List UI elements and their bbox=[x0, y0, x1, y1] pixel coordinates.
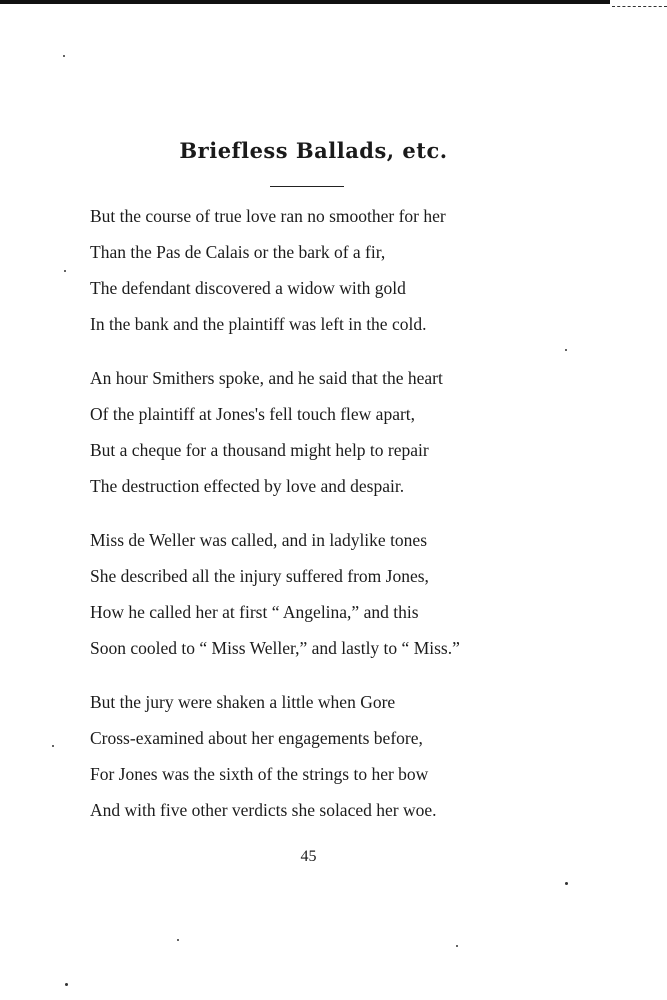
scan-speck bbox=[52, 745, 54, 747]
page-number: 45 bbox=[300, 848, 317, 865]
scan-speck bbox=[65, 983, 68, 986]
stanza-3 bbox=[90, 522, 540, 666]
scan-speck bbox=[565, 882, 568, 885]
verse-line: Soon cooled to “ Miss Weller,” and lastly to “ Miss.” bbox=[90, 638, 460, 658]
verse-line: In the bank and the plaintiff was left in the cold. bbox=[90, 314, 427, 334]
verse-line: But a cheque for a thousand might help to repair bbox=[90, 440, 429, 460]
stanza-4 bbox=[90, 684, 540, 828]
running-title: Briefless Ballads, etc. bbox=[179, 138, 448, 163]
verse-line: Than the Pas de Calais or the bark of a fir, bbox=[90, 242, 386, 262]
verse-line: An hour Smithers spoke, and he said that the heart bbox=[90, 368, 443, 388]
scan-speck bbox=[177, 939, 179, 941]
page-top-border-tail bbox=[612, 6, 667, 7]
verse-line: The defendant discovered a widow with gold bbox=[90, 278, 406, 298]
verse-line: How he called her at first “ Angelina,” and this bbox=[90, 602, 419, 622]
title-divider bbox=[270, 186, 344, 187]
verse-line: Cross-examined about her engagements before, bbox=[90, 728, 423, 748]
scan-speck bbox=[456, 945, 458, 947]
stanza-2 bbox=[90, 360, 540, 504]
verse-line: But the jury were shaken a little when Gore bbox=[90, 692, 396, 712]
verse-line: For Jones was the sixth of the strings to her bow bbox=[90, 764, 429, 784]
scan-speck bbox=[565, 349, 567, 351]
verse-line: She described all the injury suffered from Jones, bbox=[90, 566, 429, 586]
verse-line: Of the plaintiff at Jones's fell touch flew apart, bbox=[90, 404, 416, 424]
verse-line: But the course of true love ran no smoother for her bbox=[90, 206, 446, 226]
verse-line: The destruction effected by love and despair. bbox=[90, 476, 405, 496]
stanza-1 bbox=[90, 198, 540, 342]
verse-line: And with five other verdicts she solaced her woe. bbox=[90, 800, 437, 820]
poem-body bbox=[90, 198, 540, 846]
verse-line: Miss de Weller was called, and in ladylike tones bbox=[90, 530, 428, 550]
page-top-border bbox=[0, 0, 610, 4]
scan-speck bbox=[63, 55, 65, 57]
scan-speck bbox=[64, 270, 66, 272]
